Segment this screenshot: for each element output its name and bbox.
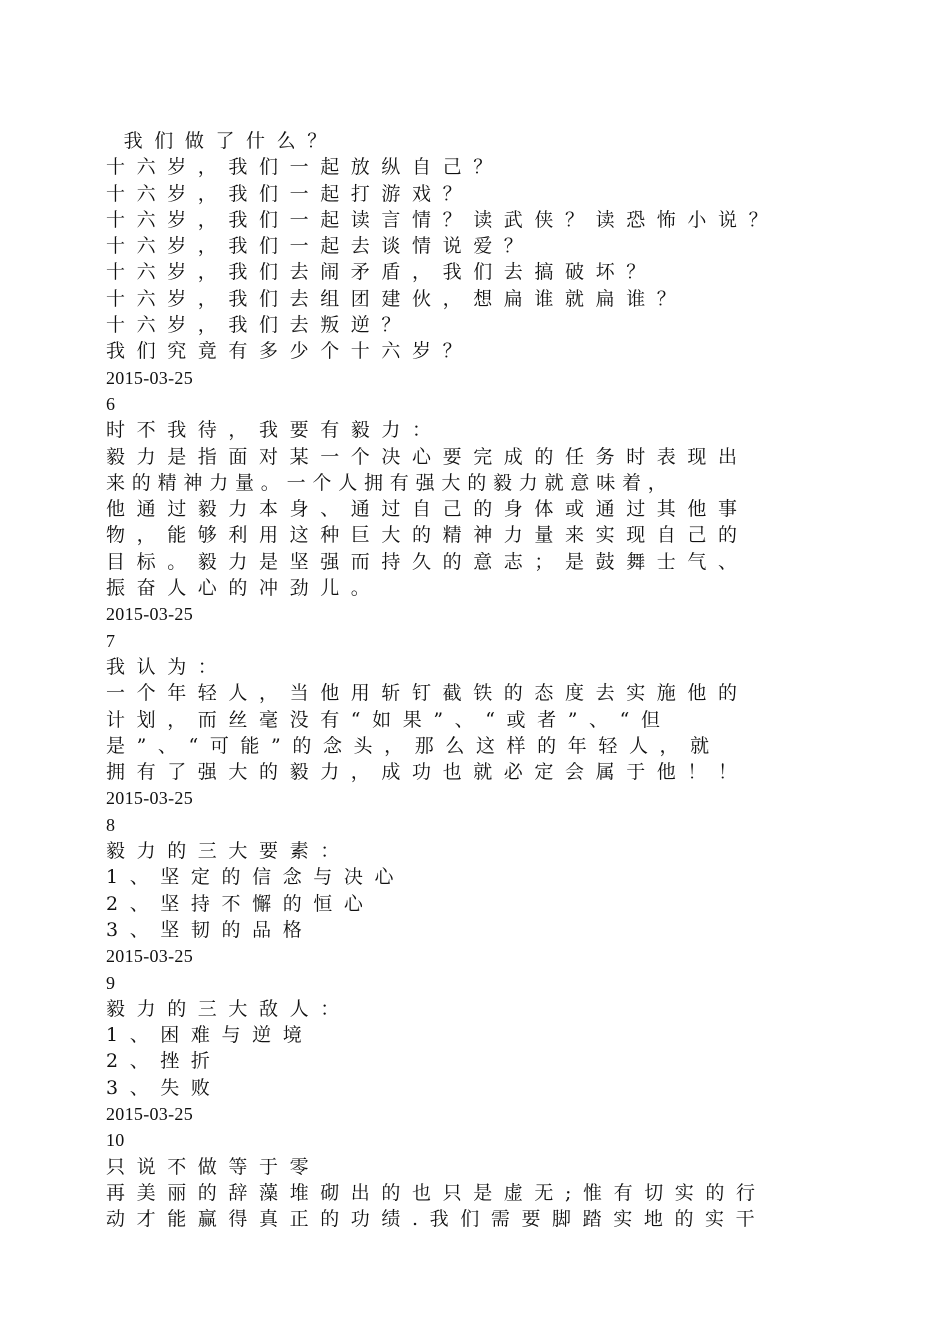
text-line: 3、失败 [106, 1076, 222, 1099]
text-line: 十六岁，我们一起打游戏？ [106, 182, 474, 205]
text-line: 1、困难与逆境 [106, 1024, 314, 1047]
text-line: 物，能够利用这种巨大的精神力量来实现自己的 [106, 524, 749, 547]
text-line: 一个年轻人，当他用斩钉截铁的态度去实施他的 [106, 682, 749, 705]
date-line: 2015-03-25 [106, 788, 193, 809]
text-line: 3、坚韧的品格 [106, 918, 314, 941]
section-number: 8 [106, 814, 116, 835]
text-line: 十六岁，我们一起读言情？读武侠？读恐怖小说？ [106, 208, 780, 231]
date-line: 2015-03-25 [106, 1103, 193, 1124]
text-line: 十六岁，我们去闹矛盾，我们去搞破坏？ [106, 261, 657, 284]
text-line: 我们做了什么？ [106, 130, 338, 152]
text-line: 十六岁，我们去叛逆？ [106, 314, 413, 337]
text-line: 动才能赢得真正的功绩.我们需要脚踏实地的实干 [106, 1208, 767, 1231]
text-line: 计划，而丝毫没有“如果”、“或者”、“但 [106, 708, 672, 731]
text-line: 来的精神力量。一个人拥有强大的毅力就意味着， [106, 471, 674, 494]
date-line: 2015-03-25 [106, 946, 193, 967]
text-line: 拥有了强大的毅力，成功也就必定会属于他！！ [106, 761, 749, 784]
document-body [106, 128, 866, 1232]
section-number: 10 [106, 1130, 125, 1151]
section-number: 7 [106, 630, 116, 651]
text-line: 2、挫折 [106, 1050, 222, 1073]
text-line: 是”、“可能”的念头，那么这样的年轻人，就 [106, 734, 721, 757]
date-line: 2015-03-25 [106, 604, 193, 625]
text-line: 毅力的三大要素： [106, 840, 351, 863]
text-line: 十六岁，我们去组团建伙，想扁谁就扁谁？ [106, 287, 688, 310]
text-line: 时不我待，我要有毅力： [106, 419, 443, 442]
text-line: 2、坚持不懈的恒心 [106, 892, 375, 915]
text-line: 十六岁，我们一起去谈情说爱？ [106, 235, 535, 258]
text-line: 再美丽的辞藻堆砌出的也只是虚无;惟有切实的行 [106, 1181, 767, 1204]
text-line: 毅力的三大敌人： [106, 997, 351, 1020]
text-line: 我们究竟有多少个十六岁？ [106, 340, 474, 363]
text-line: 十六岁，我们一起放纵自己？ [106, 156, 504, 179]
text-line: 1、坚定的信念与决心 [106, 866, 406, 889]
text-line: 我认为： [106, 655, 229, 678]
text-line: 毅力是指面对某一个决心要完成的任务时表现出 [106, 445, 749, 468]
text-line: 振奋人心的冲劲儿。 [106, 577, 382, 600]
text-line: 只说不做等于零 [106, 1155, 321, 1178]
section-number: 9 [106, 972, 116, 993]
text-line: 他通过毅力本身、通过自己的身体或通过其他事 [106, 498, 749, 521]
section-number: 6 [106, 393, 116, 414]
text-line: 目标。毅力是坚强而持久的意志；是鼓舞士气、 [106, 550, 749, 573]
date-line: 2015-03-25 [106, 367, 193, 388]
